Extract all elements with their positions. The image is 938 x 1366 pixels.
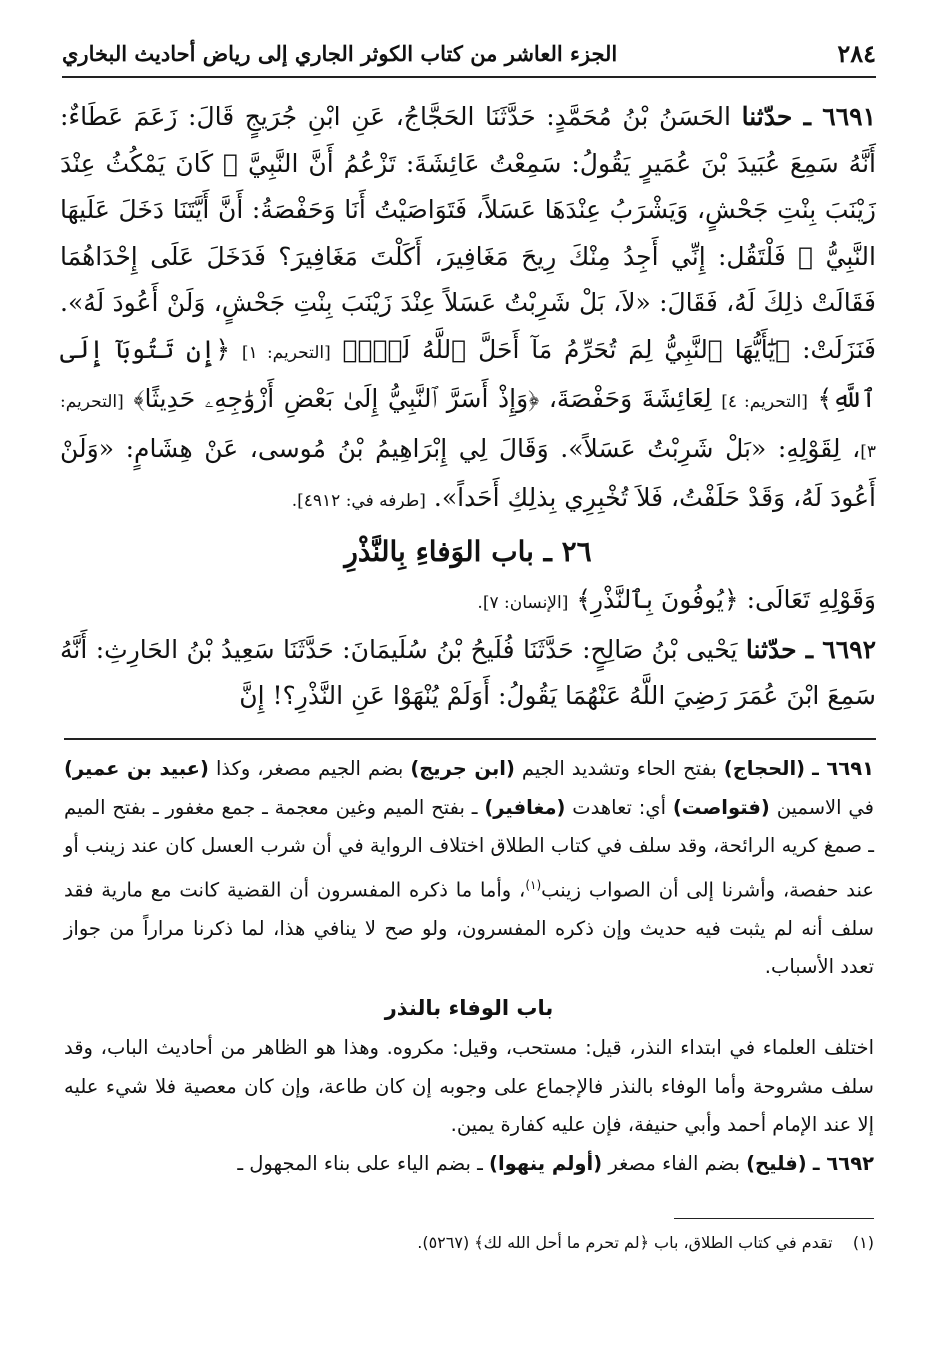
quran-verse: ﴿يُوفُونَ بِٱلنَّذْرِ﴾ — [576, 585, 739, 614]
page-number: ٢٨٤ — [837, 38, 876, 68]
commentary-6692 — [64, 1145, 874, 1184]
keyword: (فليح) — [746, 1151, 807, 1175]
commentary-text: ، وأما ما ذكره المفسرون أن القضية كانت مع مارية فقد سلف أنه لم يثبت فيه حديث وإن ذكره المفسرون، ولو صح لا ينافي هذا، لما ذكرنا مراراً من جواز تعدد الأسباب. — [64, 878, 874, 978]
footnote — [64, 1230, 874, 1256]
hadith-number: ٦٦٩١ ـ حدّثنا — [741, 102, 876, 131]
main-text — [60, 94, 876, 720]
verse-reference: [الإنسان: ٧]. — [477, 593, 569, 613]
footnote-marker: (١) — [525, 877, 542, 892]
keyword: (ابن جريج) — [410, 757, 515, 780]
commentary-6691 — [64, 750, 874, 987]
keyword: (عبيد بن عمير) — [64, 757, 209, 780]
commentary — [64, 750, 874, 1183]
keyword: (مغافير) — [484, 795, 566, 819]
footnote-number: (١) — [852, 1233, 874, 1252]
quran-verse: ﴿يَٰٓأَيُّهَا ٱلنَّبِيُّ لِمَ تُحَرِّمُ مَآ أَحَلَّ ٱللَّهُ لَكَۖ﴾ — [342, 334, 791, 364]
keyword: (الحجاج) — [723, 757, 806, 780]
commentary-text: بفتح الحاء وتشديد الجيم — [521, 757, 717, 780]
verse-intro: وَقَوْلِهِ تَعَالَى: — [746, 585, 876, 614]
keyword: (فتواصت) — [672, 795, 770, 819]
commentary-subheading: باب الوفاء بالنذر — [384, 995, 554, 1020]
hadith-6691 — [60, 94, 876, 525]
commentary-text: ـ بضم الياء على بناء المجهول ـ — [237, 1151, 483, 1175]
quran-verse: ﴿إِن تَتُوبَآ إِلَى ٱللَّهِ﴾ — [60, 334, 877, 413]
commentary-text: ـ بفتح الميم وغين معجمة ـ جمع مغفور ـ بفتح الميم ـ صمغ كريه الرائحة، وقد سلف في كتاب الطلاق اختلاف الرواية في أن شرب العسل كان عند زينب أو عند حفصة، وأشرنا إلى أن الصواب زينب — [64, 795, 874, 901]
commentary-number: ٦٦٩٢ ـ — [812, 1151, 874, 1175]
running-title: الجزء العاشر من كتاب الكوثر الجاري إلى رياض أحاديث البخاري — [62, 40, 618, 66]
hadith-text: الحَسَنُ بْنُ مُحَمَّدٍ: حَدَّثَنَا الحَجَّاجُ، عَنِ ابْنِ جُرَيجٍ قَالَ: زَعَمَ عَطَاءٌ: أَنَّهُ سَمِعَ عُبَيدَ بْنَ عُمَيرٍ يَقُولُ: سَمِعْتُ عَائِشَةَ: تَزْعُمُ أَنَّ النَّبِيَّ ﷺ كَانَ يَمْكُثُ عِنْدَ زَيْنَبَ بِنْتِ جَحْشٍ، وَيَشْرَبُ عِنْدَهَا عَسَلاً، فَتَوَاصَيْتُ أَنَا وَحَفْصَةُ: أَنَّ أَيَّتَنَا دَخَلَ عَلَيهَا النَّبِيُّ ﷺ فَلْتَقُل: إِنِّي أَجِدُ مِنْكَ رِيحَ مَغَافِيرَ، أَكَلْتَ مَغَافِيرَ؟ فَدَخَلَ عَلَى إِحْدَاهُمَا فَقَالَتْ ذلِكَ لَهُ، فَقَالَ: «لاَ، بَلْ شَرِبْتُ عَسَلاً عِنْدَ زَيْنَبَ بِنْتِ جَحْشٍ، وَلَنْ أَعُودَ لَهُ». فَنَزَلَتْ: — [60, 102, 876, 364]
cross-reference: [طرفه في: ٤٩١٢]. — [291, 491, 426, 511]
commentary-text: بضم الفاء مصغر — [608, 1151, 740, 1175]
hadith-6692 — [60, 627, 876, 720]
hadith-text: لِعَائِشَةَ وَحَفْصَةَ، — [548, 384, 712, 413]
verse-reference: [التحريم: ٤] — [721, 392, 808, 412]
hadith-text: ، لِقَوْلِهِ: «بَلْ شَرِبْتُ عَسَلاً». وَقَالَ لِي إِبْرَاهِيمُ بْنُ مُوسى، عَنْ هِشَامٍ: «وَلَنْ أَعُودَ لَهُ، وَقَدْ حَلَفْتُ، فَلاَ تُخْبِرِي بِذلِكِ أَحَداً». — [60, 433, 876, 512]
verse-reference: [التحريم: ١] — [241, 342, 331, 363]
hadith-text: يَحْيى بْنُ صَالِحٍ: حَدَّثَنَا فُلَيحُ بْنُ سُلَيمَانَ: حَدَّثَنَا سَعِيدُ بْنُ الحَارِثِ: أَنَّهُ سَمِعَ ابْنَ عُمَرَ رَضِيَ اللَّهُ عَنْهُمَا يَقُولُ: أَوَلَمْ يُنْهَوْا عَنِ النَّذْرِ؟! إِنَّ — [60, 634, 876, 710]
chapter-verse-line — [60, 577, 876, 627]
commentary-text: بضم الجيم مصغر، وكذا — [215, 757, 404, 780]
commentary-paragraph: اختلف العلماء في ابتداء النذر، قيل: مستحب، وقيل: مكروه. وهذا هو الظاهر من أحاديث الباب، وقد سلف مشروحة وأما الوفاء بالنذر فالإجماع على وجوبه إن كان طاعة، وإن كان معصية فلا شيء عليه إلا عند الإمام أحمد وأبي حنيفة، فإن عليه كفارة يمين. — [64, 1036, 874, 1136]
hadith-number: ٦٦٩٢ ـ حدّثنا — [745, 634, 876, 664]
page-header — [62, 30, 876, 78]
commentary-text: أي: تعاهدت — [572, 795, 667, 819]
chapter-heading: ٢٦ ـ باب الوَفاءِ بِالنَّذْرِ — [344, 534, 592, 568]
commentary-number: ٦٦٩١ ـ — [812, 757, 875, 780]
footnote-text: تقدم في كتاب الطلاق، باب ﴿لم تحرم ما أحل الله لك﴾ (٥٢٦٧). — [417, 1233, 833, 1252]
commentary-text: في الاسمين — [776, 795, 874, 819]
section-divider — [64, 738, 876, 740]
keyword: (أولم ينهوا) — [489, 1151, 603, 1175]
quran-verse: ﴿وَإِذْ أَسَرَّ ٱلنَّبِيُّ إِلَىٰ بَعْضِ أَزْوَٰجِهِۦ حَدِيثًا﴾ — [133, 384, 540, 413]
footnote-divider — [674, 1218, 874, 1219]
verse-reference: [التحريم: ٣] — [60, 392, 876, 462]
